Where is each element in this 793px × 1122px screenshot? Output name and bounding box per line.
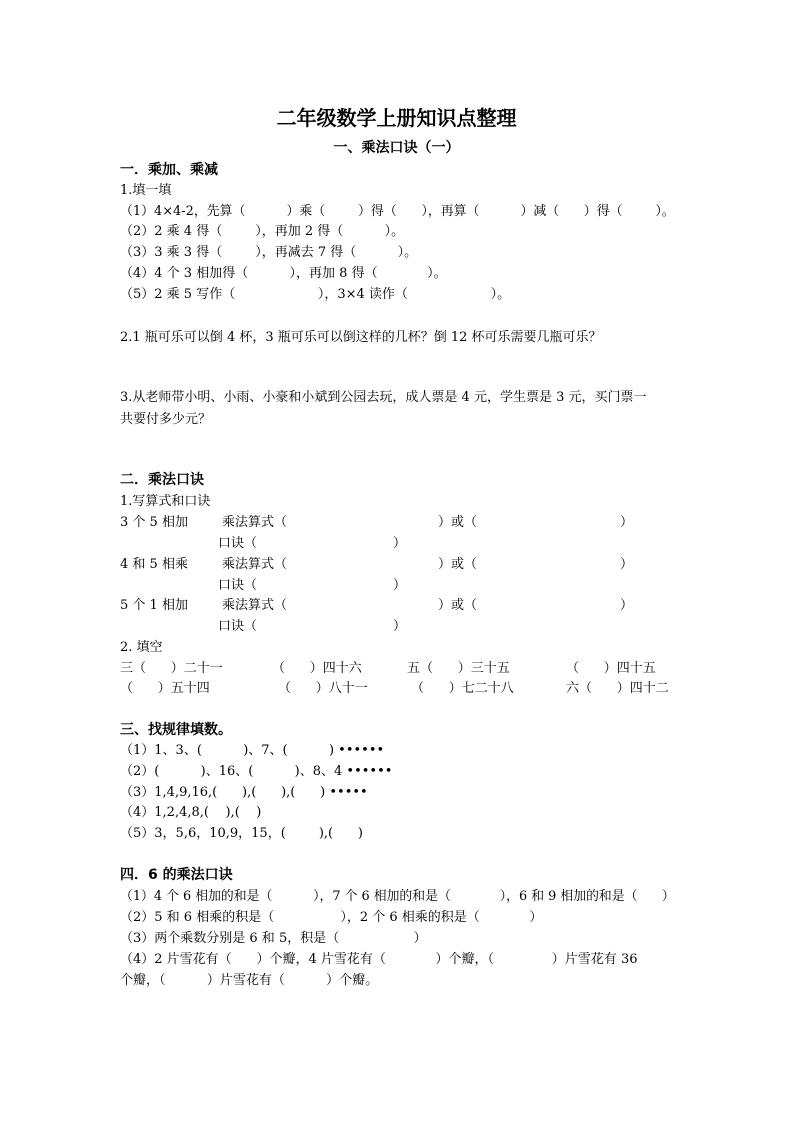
fill-item: （ ）四十五 [566, 661, 656, 676]
section-4-item-4: （4）2 片雪花有（ ）个瓣，4 片雪花有（ ）个瓣，（ ）片雪花有 36 [120, 952, 638, 967]
section-2-heading: 二．乘法口诀 [120, 472, 204, 488]
row-1-close: ） [620, 515, 634, 530]
section-1-q3-line-1: 3.从老师带小明、小雨、小豪和小斌到公园去玩，成人票是 4 元，学生票是 3 元，买门票一 [120, 390, 647, 405]
section-3-item-5: （5）3，5,6，10,9，15，( ),( ) [120, 826, 363, 841]
row-3-label: 5 个 1 相加 [120, 598, 188, 613]
row-2-label: 4 和 5 相乘 [120, 557, 188, 572]
section-2-q2-title: 2. 填空 [120, 640, 163, 655]
chapter-subtitle: 一、乘法口诀（一） [333, 140, 460, 156]
row-2-or: ）或（ [438, 557, 478, 572]
section-1-q1-item-4: （4）4 个 3 相加得（ ），再加 8 得（ ）。 [120, 266, 447, 281]
section-3-item-2: （2）( )、16、( )、8、4 •••••• [120, 764, 393, 779]
row-3-koujue-close: ） [393, 619, 407, 634]
section-3-item-4: （4）1,2,4,8,( ),( ) [120, 805, 262, 820]
fill-item: （ ）八十一 [278, 681, 368, 696]
section-1-q3-line-2: 共要付多少元？ [120, 412, 212, 427]
row-1-koujue-close: ） [393, 536, 407, 551]
row-3-koujue: 口诀（ [218, 619, 258, 634]
section-4-item-1: （1）4 个 6 相加的和是（ ），7 个 6 相加的和是（ ），6 和 9 相加的和是（ ） [120, 889, 675, 904]
row-2-formula: 乘法算式（ [222, 557, 288, 572]
section-3-heading: 三、找规律填数。 [120, 722, 232, 738]
section-1-q1-item-3: （3）3 乘 3 得（ ），再减去 7 得（ ）。 [120, 245, 418, 260]
row-1-formula: 乘法算式（ [222, 515, 288, 530]
row-1-koujue: 口诀（ [218, 536, 258, 551]
fill-item: （ ）五十四 [120, 681, 210, 696]
section-1-q1-item-1: （1）4×4-2，先算（ ）乘（ ）得（ ），再算（ ）减（ ）得（ ）。 [120, 204, 675, 219]
fill-item: 三（ ）二十一 [120, 661, 223, 676]
row-1-label: 3 个 5 相加 [120, 515, 188, 530]
row-2-koujue: 口诀（ [218, 578, 258, 593]
row-3-close: ） [620, 598, 634, 613]
section-1-q1-item-5: （5）2 乘 5 写作（ ），3×4 读作（ ）。 [120, 287, 511, 302]
fill-item: 六（ ）四十二 [566, 681, 669, 696]
row-1-or: ）或（ [438, 515, 478, 530]
section-4-item-4-cont: 个瓣，（ ）片雪花有（ ）个瓣。 [120, 973, 379, 988]
section-1-heading: 一．乘加、乘减 [120, 162, 218, 178]
section-3-item-1: （1）1、3、( )、7、( ) •••••• [120, 743, 385, 758]
section-1-q1-title: 1.填一填 [120, 183, 172, 198]
section-3-item-3: （3）1,4,9,16,( ),( ),( ) ••••• [120, 785, 368, 800]
row-3-formula: 乘法算式（ [222, 598, 288, 613]
section-4-heading: 四．6 的乘法口诀 [120, 867, 233, 883]
fill-item: （ ）七二十八 [411, 681, 514, 696]
section-2-q1-title: 1.写算式和口诀 [120, 494, 211, 509]
fill-item: （ ）四十六 [272, 661, 362, 676]
page-title: 二年级数学上册知识点整理 [276, 106, 517, 130]
row-2-koujue-close: ） [393, 578, 407, 593]
fill-item: 五（ ）三十五 [407, 661, 510, 676]
section-4-item-3: （3）两个乘数分别是 6 和 5，积是（ ） [120, 931, 427, 946]
row-3-or: ）或（ [438, 598, 478, 613]
section-4-item-2: （2）5 和 6 相乘的积是（ ），2 个 6 相乘的积是（ ） [120, 910, 543, 925]
section-1-q1-item-2: （2）2 乘 4 得（ ），再加 2 得（ ）。 [120, 224, 405, 239]
section-1-q2: 2.1 瓶可乐可以倒 4 杯，3 瓶可乐可以倒这样的几杯？倒 12 杯可乐需要几瓶可乐？ [120, 330, 602, 345]
row-2-close: ） [620, 557, 634, 572]
